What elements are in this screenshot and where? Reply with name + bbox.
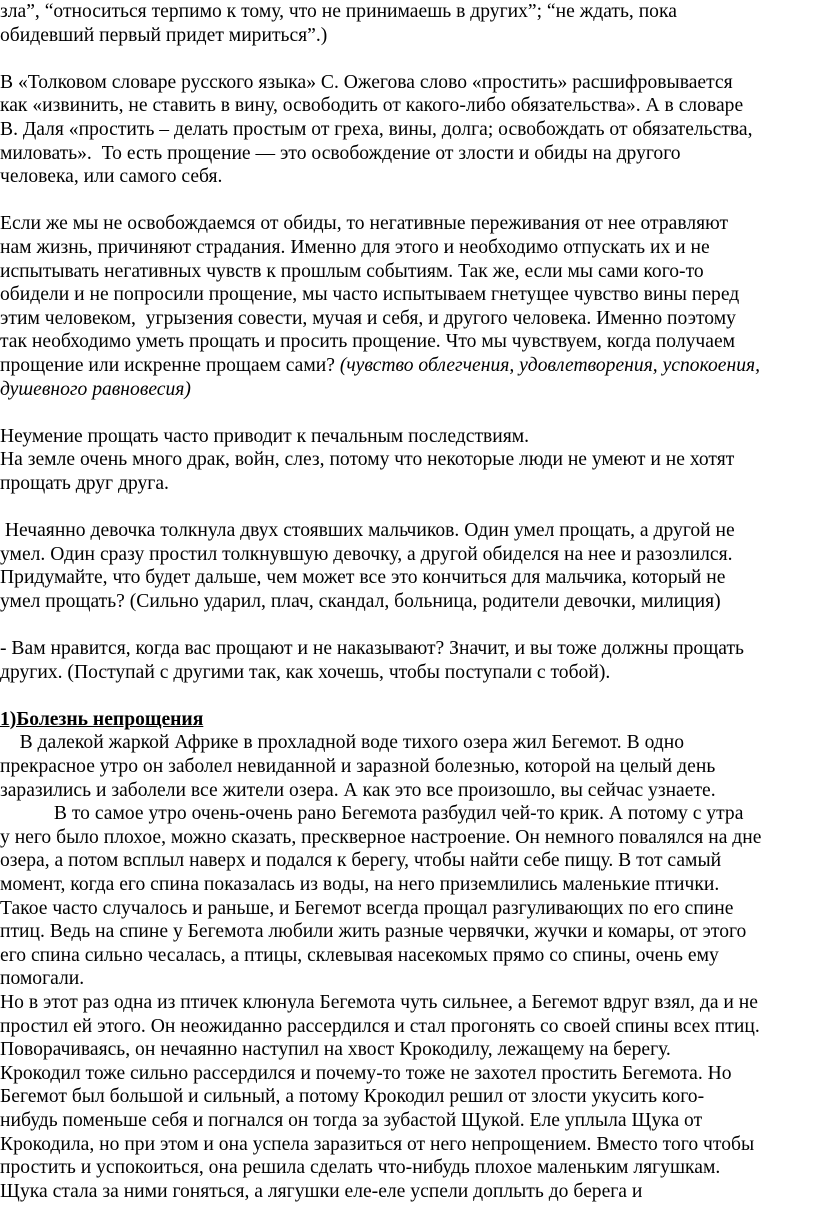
text-line: простить и успокоиться, она решила сделать что-нибудь плохое маленьким лягушкам. xyxy=(0,1157,721,1179)
text-line: Неумение прощать часто приводит к печальным последствиям. xyxy=(0,425,530,447)
text-line: В. Даля «простить – делать простым от греха, вины, долга; освобождать от обязательства, xyxy=(0,118,753,140)
text-line: других. (Поступай с другими так, как хочешь, чтобы поступали с тобой). xyxy=(0,661,611,683)
text-line: этим человеком, угрызения совести, мучая и себя, и другого человека. Именно поэтому xyxy=(0,307,736,329)
paragraph-gap xyxy=(0,401,816,425)
text-line: помогали. xyxy=(0,968,85,990)
text-line: простил ей этого. Он неожиданно рассердился и стал прогонять со своей спины всех птиц. xyxy=(0,1015,760,1037)
text-line: Крокодила, но при этом и она успела заразиться от него непрощением. Вместо того чтобы xyxy=(0,1133,755,1155)
text-line: На земле очень много драк, войн, слез, потому что некоторые люди не умеют и не хотят xyxy=(0,449,735,471)
paragraph-gap xyxy=(0,189,816,213)
text-line: В то самое утро очень-очень рано Бегемота разбудил чей-то крик. А потому с утра xyxy=(0,803,744,825)
text-line: момент, когда его спина показалась из воды, на него приземлились маленькие птички. xyxy=(0,873,720,895)
text-line-italic: душевного равновесия) xyxy=(0,378,191,400)
text-line: испытывать негативных чувств к прошлым событиям. Так же, если мы сами кого-то xyxy=(0,260,704,282)
text-line: прекрасное утро он заболел невиданной и заразной болезнью, которой на целый день xyxy=(0,756,716,777)
paragraph-intro-end xyxy=(0,0,816,47)
text-italic: (чувство облегчения, удовлетворения, успокоения, xyxy=(339,354,761,376)
text-line: прощать друг друга. xyxy=(0,472,169,494)
text-line: человека, или самого себя. xyxy=(0,166,223,188)
text-line: озера, а потом всплыл наверх и подался к берегу, чтобы найти себе пищу. В тот самый xyxy=(0,850,722,872)
text-line: Нечаянно девочка толкнула двух стоявших мальчиков. Один умел прощать, а другой не xyxy=(0,520,735,542)
paragraph-gap xyxy=(0,495,816,519)
text-line: Крокодил тоже сильно рассердился и почему-то тоже не захотел простить Бегемота. Но xyxy=(0,1062,732,1084)
text-line: Но в этот раз одна из птичек клюнула Бегемота чуть сильнее, а Бегемот вдруг взял, да и не xyxy=(0,991,758,1013)
text-line: заразились и заболели все жители озера. А как это все произошло, вы сейчас узнаете. xyxy=(0,779,716,801)
text-line: Такое часто случалось и раньше, и Бегемот всегда прощал разгуливающих по его спине xyxy=(0,897,734,919)
text-line: у него было плохое, можно сказать, прескверное настроение. Он немного повалялся на дне xyxy=(0,826,762,848)
paragraph-consequences xyxy=(0,425,816,496)
text-line: зла”, “относиться терпимо к тому, что не принимаешь в других”; “не ждать, пока xyxy=(0,1,677,22)
text-line: обидевший первый придет мириться”.) xyxy=(0,24,328,46)
text-line: его спина сильно чесалась, а птицы, склевывая насекомых прямо со спины, очень ему xyxy=(0,944,719,966)
text-line: Поворачиваясь, он нечаянно наступил на хвост Крокодилу, лежащему на берегу. xyxy=(0,1039,671,1061)
text-line: нам жизнь, причиняют страдания. Именно для этого и необходимо отпускать их и не xyxy=(0,236,710,258)
paragraph-resentment xyxy=(0,212,816,401)
paragraph-gap xyxy=(0,47,816,71)
text-line: В далекой жаркой Африке в прохладной воде тихого озера жил Бегемот. В одно xyxy=(0,732,685,754)
paragraph-definitions xyxy=(0,71,816,189)
text-line: Бегемот был большой и сильный, а потому Крокодил решил от злости укусить кого- xyxy=(0,1086,705,1108)
text-line: как «извинить, не ставить в вину, освободить от какого-либо обязательства». А в словаре xyxy=(0,95,744,117)
text-line: нибудь поменьше себя и погнался он тогда за зубастой Щукой. Еле уплыла Щука от xyxy=(0,1109,703,1131)
text-line: Придумайте, что будет дальше, чем может все это кончиться для мальчика, который не xyxy=(0,567,726,589)
text-line: обидели и не попросили прощение, мы часто испытываем гнетущее чувство вины перед xyxy=(0,284,740,306)
text-line: птиц. Ведь на спине у Бегемота любили жить разные червячки, жучки и комары, от этого xyxy=(0,921,747,943)
text-line: Щука стала за ними гоняться, а лягушки еле-еле успели доплыть до берега и xyxy=(0,1180,643,1202)
text-line: В «Толковом словаре русского языка» С. Ожегова слово «простить» расшифровывается xyxy=(0,71,733,93)
text-line: так необходимо уметь прощать и просить прощение. Что мы чувствуем, когда получаем xyxy=(0,331,736,353)
paragraph-hippo-story xyxy=(0,731,816,1203)
paragraph-gap xyxy=(0,684,816,708)
paragraph-question xyxy=(0,637,816,684)
text-line: - Вам нравится, когда вас прощают и не наказывают? Значит, и вы тоже должны прощать xyxy=(0,638,744,660)
text-line xyxy=(0,354,816,378)
text-line: Если же мы не освобождаемся от обиды, то негативные переживания от нее отравляют xyxy=(0,213,729,235)
section-heading: 1)Болезнь непрощения xyxy=(0,708,204,730)
paragraph-gap xyxy=(0,613,816,637)
text-plain: прощение или искренне прощаем сами? xyxy=(0,354,340,376)
paragraph-girl-story xyxy=(0,519,816,613)
text-line: умел прощать? (Сильно ударил, плач, скандал, больница, родители девочки, милиция) xyxy=(0,590,721,612)
text-line: умел. Один сразу простил толкнувшую девочку, а другой обиделся на нее и разозлился. xyxy=(0,543,733,565)
text-line: миловать». То есть прощение — это освобождение от злости и обиды на другого xyxy=(0,142,681,164)
